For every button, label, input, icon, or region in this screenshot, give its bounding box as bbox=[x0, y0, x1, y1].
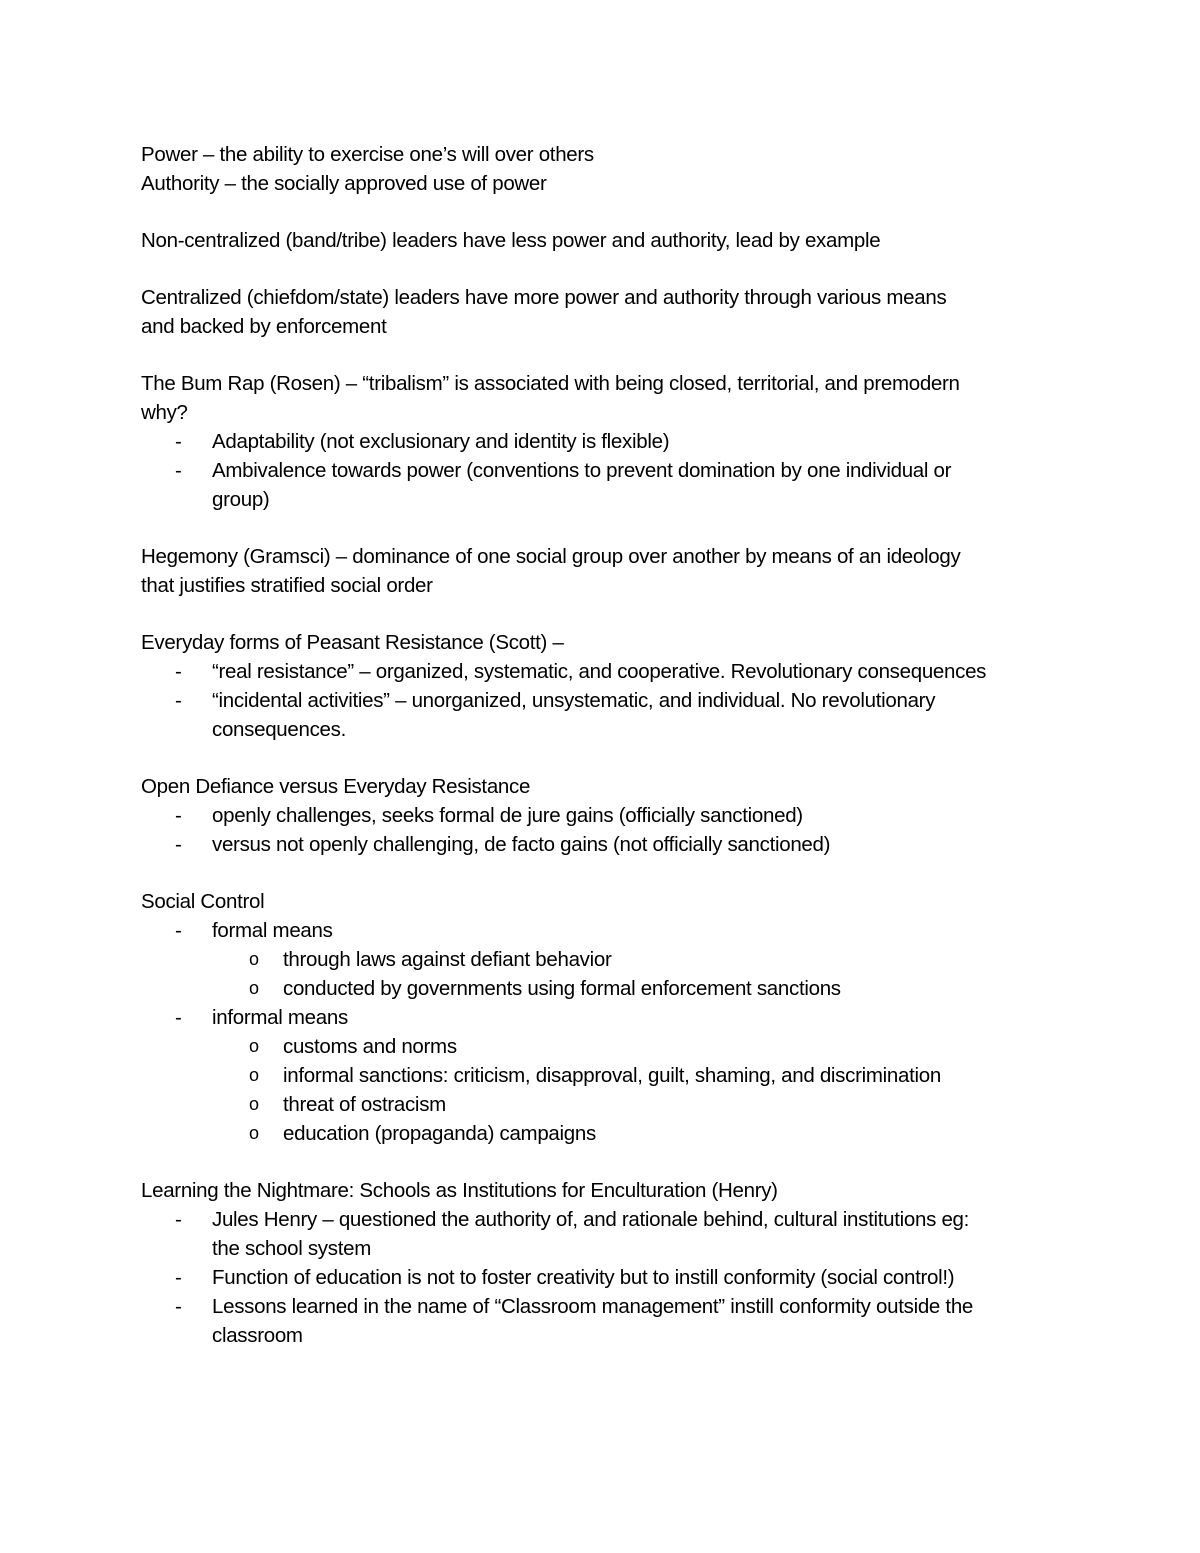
social-control-heading: Social Control bbox=[141, 890, 265, 913]
circle-bullet-icon: o bbox=[249, 1065, 259, 1085]
sub-list-item: o conducted by governments using formal enforcement sanctions bbox=[141, 974, 1061, 1003]
list-item: - Lessons learned in the name of “Classroom management” instill conformity outside the bbox=[141, 1292, 1061, 1321]
hegemony-text-1: Hegemony (Gramsci) – dominance of one social group over another by means of an ideology bbox=[141, 545, 961, 568]
everyday-resistance-heading: Everyday forms of Peasant Resistance (Scott) – bbox=[141, 631, 564, 654]
dash-bullet-icon: - bbox=[175, 833, 182, 856]
learning-nightmare-heading: Learning the Nightmare: Schools as Institutions for Enculturation (Henry) bbox=[141, 1179, 778, 1202]
list-item-continuation: classroom bbox=[212, 1324, 303, 1347]
list-item: - versus not openly challenging, de facto gains (not officially sanctioned) bbox=[141, 830, 1061, 859]
circle-bullet-icon: o bbox=[249, 978, 259, 998]
circle-bullet-icon: o bbox=[249, 1036, 259, 1056]
sub-list-item: o informal sanctions: criticism, disapproval, guilt, shaming, and discrimination bbox=[141, 1061, 1061, 1090]
sub-list-item: o customs and norms bbox=[141, 1032, 1061, 1061]
centralized-text-2: and backed by enforcement bbox=[141, 315, 387, 338]
list-item: - Adaptability (not exclusionary and identity is flexible) bbox=[141, 427, 1061, 456]
dash-bullet-icon: - bbox=[175, 1266, 182, 1289]
list-item: - openly challenges, seeks formal de jure gains (officially sanctioned) bbox=[141, 801, 1061, 830]
dash-bullet-icon: - bbox=[175, 1295, 182, 1318]
sub-list-item: o threat of ostracism bbox=[141, 1090, 1061, 1119]
dash-bullet-icon: - bbox=[175, 459, 182, 482]
list-item-continuation: group) bbox=[212, 488, 270, 511]
hegemony-text-2: that justifies stratified social order bbox=[141, 574, 433, 597]
bum-rap-why: why? bbox=[141, 401, 188, 424]
dash-bullet-icon: - bbox=[175, 1208, 182, 1231]
list-item-continuation: consequences. bbox=[212, 718, 347, 741]
open-defiance-heading: Open Defiance versus Everyday Resistance bbox=[141, 775, 531, 798]
bum-rap-heading: The Bum Rap (Rosen) – “tribalism” is associated with being closed, territorial, and premodern bbox=[141, 372, 960, 395]
list-item: - “incidental activities” – unorganized, unsystematic, and individual. No revolutionary bbox=[141, 686, 1061, 715]
list-item: - formal means bbox=[141, 916, 1061, 945]
list-item: - “real resistance” – organized, systematic, and cooperative. Revolutionary consequences bbox=[141, 657, 1061, 686]
circle-bullet-icon: o bbox=[249, 949, 259, 969]
noncentralized-text: Non-centralized (band/tribe) leaders have less power and authority, lead by example bbox=[141, 229, 881, 252]
list-item: - Jules Henry – questioned the authority of, and rationale behind, cultural institutions eg: bbox=[141, 1205, 1061, 1234]
dash-bullet-icon: - bbox=[175, 804, 182, 827]
centralized-text-1: Centralized (chiefdom/state) leaders have more power and authority through various means bbox=[141, 286, 947, 309]
circle-bullet-icon: o bbox=[249, 1094, 259, 1114]
definition-power: Power – the ability to exercise one’s will over others bbox=[141, 143, 594, 166]
list-item-continuation: the school system bbox=[212, 1237, 371, 1260]
dash-bullet-icon: - bbox=[175, 919, 182, 942]
dash-bullet-icon: - bbox=[175, 1006, 182, 1029]
dash-bullet-icon: - bbox=[175, 689, 182, 712]
list-item: - Ambivalence towards power (conventions to prevent domination by one individual or bbox=[141, 456, 1061, 485]
sub-list-item: o education (propaganda) campaigns bbox=[141, 1119, 1061, 1148]
list-item: - Function of education is not to foster creativity but to instill conformity (social control!) bbox=[141, 1263, 1061, 1292]
dash-bullet-icon: - bbox=[175, 430, 182, 453]
document-page bbox=[141, 140, 1061, 1350]
circle-bullet-icon: o bbox=[249, 1123, 259, 1143]
dash-bullet-icon: - bbox=[175, 660, 182, 683]
sub-list-item: o through laws against defiant behavior bbox=[141, 945, 1061, 974]
list-item: - informal means bbox=[141, 1003, 1061, 1032]
definition-authority: Authority – the socially approved use of power bbox=[141, 172, 547, 195]
